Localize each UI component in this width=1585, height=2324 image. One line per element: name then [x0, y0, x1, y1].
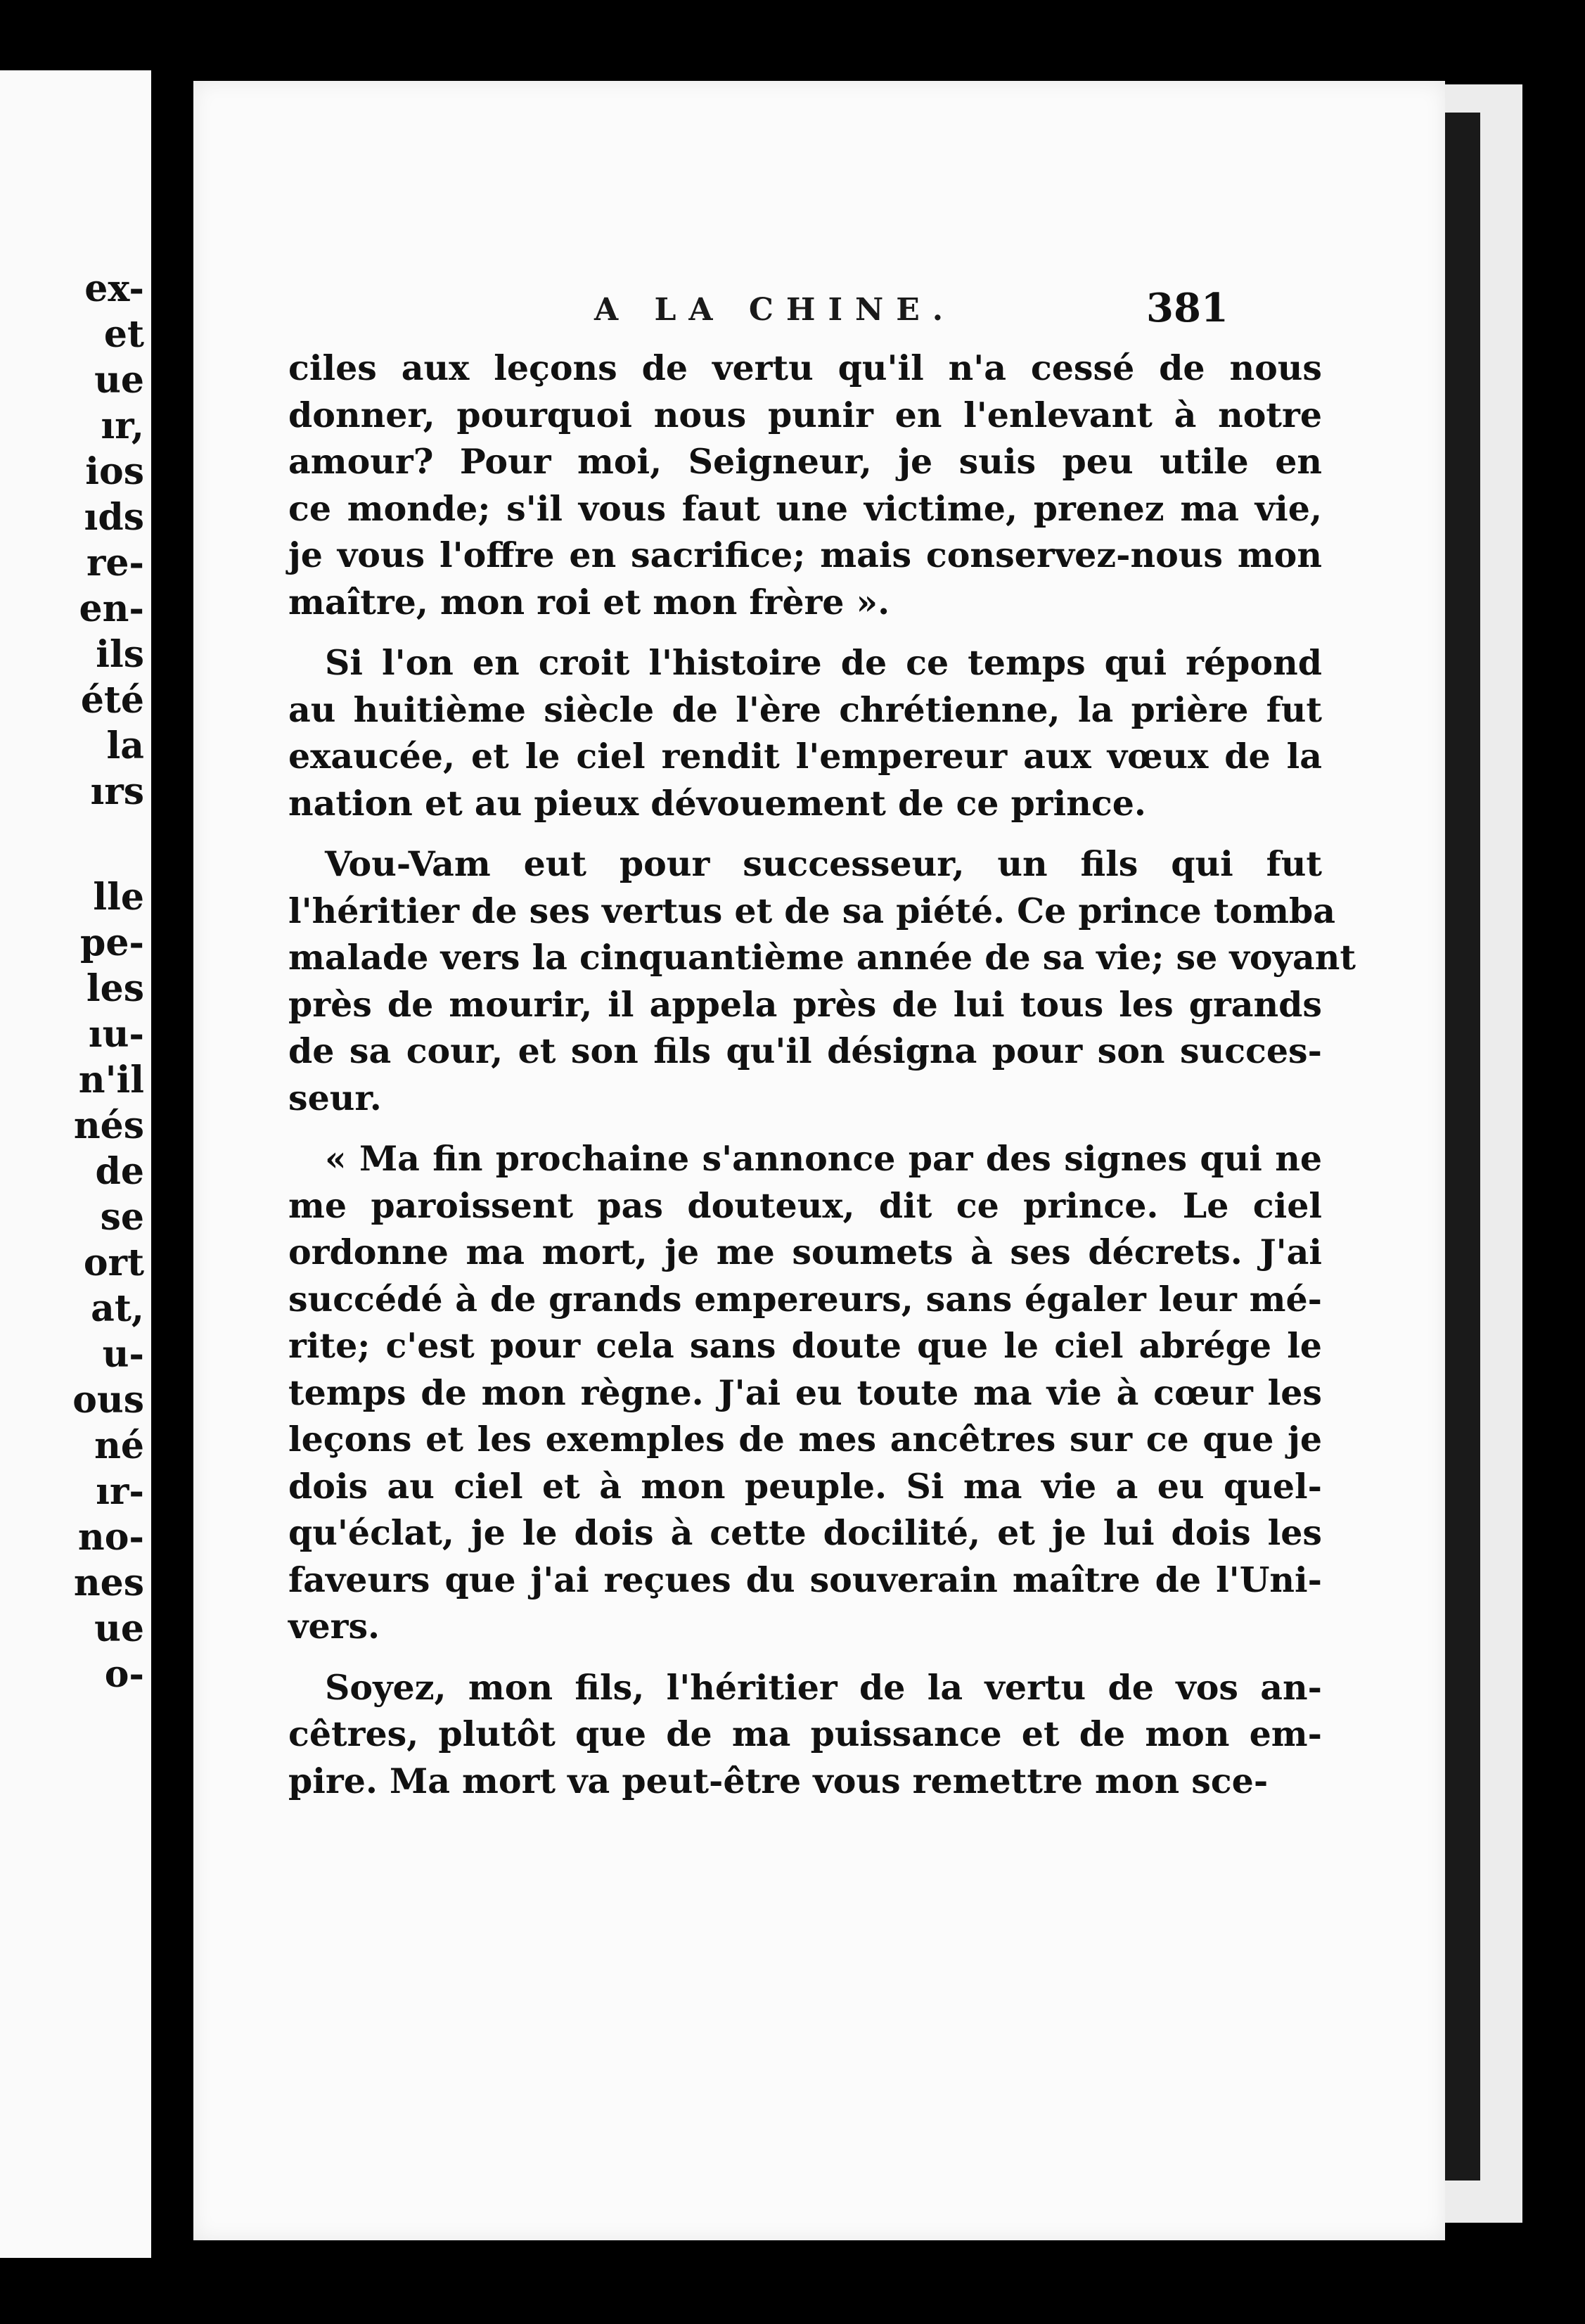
text-line: leçons et les exemples de mes ancêtres sur ce que je: [288, 1419, 1322, 1460]
left-page-fragment: at,: [91, 1287, 144, 1330]
text-line: dois au ciel et à mon peuple. Si ma vie a eu quel-: [288, 1465, 1322, 1507]
left-page-fragment: pe-: [79, 921, 144, 964]
text-line: qu'éclat, je le dois à cette docilité, et je lui dois les: [288, 1512, 1322, 1553]
text-line: vers.: [288, 1606, 380, 1647]
text-line: ce monde; s'il vous faut une victime, prenez ma vie,: [288, 487, 1322, 529]
text-line: succédé à de grands empereurs, sans égaler leur mé-: [288, 1278, 1322, 1320]
left-page-fragment: ios: [85, 450, 144, 493]
text-line: Si l'on en croit l'histoire de ce temps qui répond: [325, 642, 1322, 683]
left-page-fragment: n'il: [78, 1059, 144, 1102]
text-line: maître, mon roi et mon frère ».: [288, 581, 890, 622]
paragraph: [288, 345, 1322, 625]
text-line: pire. Ma mort va peut-être vous remettre mon sce-: [288, 1760, 1269, 1801]
running-head: A LA CHINE.: [594, 292, 956, 328]
text-line: amour? Pour moi, Seigneur, je suis peu utile en: [288, 441, 1322, 482]
left-page-fragment: o-: [104, 1653, 144, 1696]
text-line: faveurs que j'ai reçues du souverain maître de l'Uni-: [288, 1559, 1322, 1600]
text-line: Vou-Vam eut pour successeur, un fils qui fut: [325, 843, 1322, 884]
left-page-fragment: de: [95, 1150, 144, 1193]
left-page-fragment: ırs: [90, 770, 144, 813]
left-page-fragment: ıds: [84, 496, 144, 539]
text-line: près de mourir, il appela près de lui tous les grands: [288, 983, 1322, 1025]
text-line: nation et au pieux dévouement de ce prince.: [288, 782, 1146, 824]
text-line: de sa cour, et son fils qu'il désigna pour son succes-: [288, 1030, 1322, 1071]
left-page-fragment: les: [86, 967, 144, 1010]
text-line: malade vers la cinquantième année de sa vie; se voyant: [288, 937, 1356, 978]
left-page-fragment: se: [100, 1196, 144, 1239]
text-line: exaucée, et le ciel rendit l'empereur aux vœux de la: [288, 736, 1322, 777]
text-line: donner, pourquoi nous punir en l'enlevant à notre: [288, 394, 1322, 435]
left-page-fragment: no-: [77, 1516, 144, 1559]
text-line: cêtres, plutôt que de ma puissance et de mon em-: [288, 1713, 1322, 1754]
left-page-fragment: ous: [72, 1379, 144, 1422]
left-page-fragment: et: [103, 313, 144, 356]
left-page-fragment: en-: [79, 587, 144, 630]
left-page-fragment: la: [106, 724, 144, 767]
left-page-fragment: u-: [102, 1333, 144, 1376]
left-page-fragment: ıu-: [88, 1013, 144, 1056]
body-text: [288, 345, 1356, 1818]
text-line: me paroissent pas douteux, dit ce prince. Le ciel: [288, 1185, 1322, 1226]
left-page-fragment: ır-: [96, 1470, 144, 1513]
left-page-fragment: ort: [83, 1241, 144, 1284]
text-line: rite; c'est pour cela sans doute que le ciel abrége le: [288, 1325, 1322, 1366]
paragraph: [288, 1135, 1322, 1650]
text-line: Soyez, mon fils, l'héritier de la vertu de vos an-: [325, 1666, 1322, 1708]
text-line: temps de mon règne. J'ai eu toute ma vie à cœur les: [288, 1372, 1322, 1413]
left-page-fragment: nés: [73, 1104, 144, 1147]
left-page-fragment: lle: [93, 876, 144, 919]
left-page-fragment: re-: [86, 542, 144, 585]
paragraph: [288, 1664, 1322, 1805]
page-header: [193, 285, 1459, 341]
text-line: je vous l'offre en sacrifice; mais conservez-nous mon: [288, 535, 1322, 575]
left-page-fragment: né: [94, 1424, 144, 1467]
paragraph: [288, 841, 1356, 1121]
text-line: l'héritier de ses vertus et de sa piété. Ce prince tomba: [288, 890, 1335, 931]
page-number: 381: [1146, 285, 1228, 331]
book-page: [193, 81, 1445, 2240]
text-line: ordonne ma mort, je me soumets à ses décrets. J'ai: [288, 1232, 1322, 1272]
paragraph: [288, 639, 1322, 826]
left-page-fragment: ue: [94, 1607, 144, 1650]
left-page-fragment: nes: [73, 1562, 144, 1604]
left-page-fragment: ils: [96, 633, 144, 676]
text-line: au huitième siècle de l'ère chrétienne, la prière fut: [288, 689, 1322, 730]
left-page-fragment: été: [80, 679, 144, 722]
left-page-fragment: ır,: [101, 404, 144, 447]
left-page-fragment: ex-: [84, 267, 144, 310]
left-page-fragment: ue: [94, 359, 144, 402]
adjacent-left-page: [0, 70, 151, 2258]
text-line: « Ma fin prochaine s'annonce par des signes qui ne: [325, 1138, 1322, 1179]
text-line: ciles aux leçons de vertu qu'il n'a cessé de nous: [288, 347, 1322, 388]
text-line: seur.: [288, 1077, 382, 1118]
